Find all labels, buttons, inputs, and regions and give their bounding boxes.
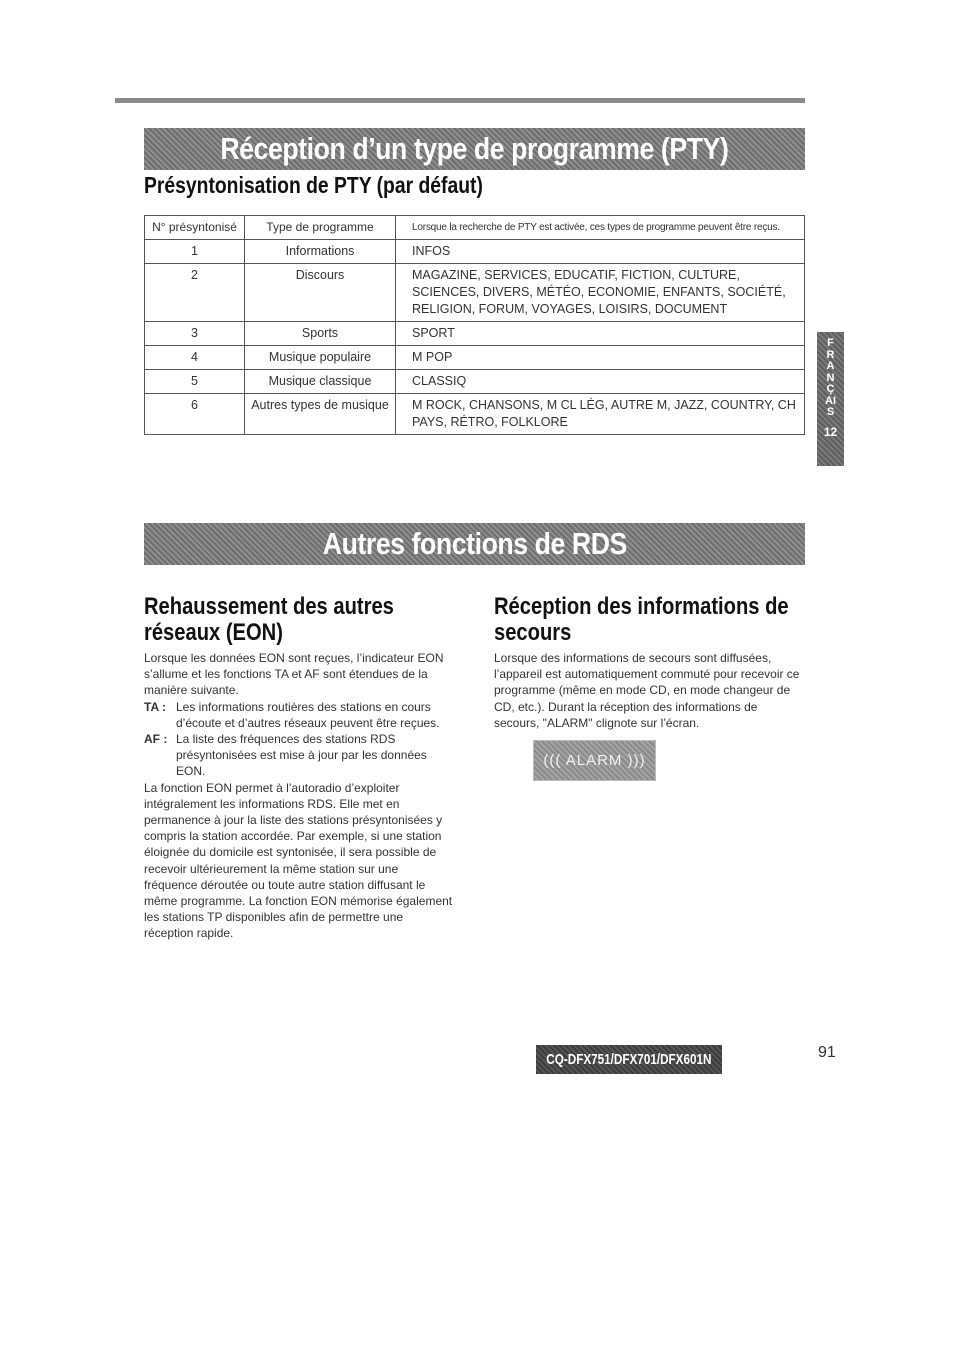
- af-definition: [144, 731, 454, 780]
- ta-term: TA :: [144, 699, 166, 714]
- table-row: [145, 240, 805, 264]
- table-row: [145, 346, 805, 370]
- emergency-heading-line: Réception des informations de: [494, 593, 789, 620]
- eon-heading: [144, 594, 394, 646]
- af-description: La liste des fréquences des stations RDS présyntonisées est mise à jour par les données EON.: [176, 732, 427, 779]
- model-number: CQ-DFX751/DFX701/DFX601N: [546, 1051, 712, 1068]
- emergency-body: Lorsque des informations de secours sont diffusées, l’appareil est automatiquement commuté pour recevoir ce programme (même en mode CD, en mode changeur de CD, etc.). Durant la réception des informations de secours, "ALARM" clignote sur l’écran.: [494, 651, 800, 730]
- emergency-text-column: [494, 650, 804, 731]
- table-cell: 3: [145, 322, 245, 346]
- eon-heading-line: Rehaussement des autres: [144, 593, 394, 620]
- pty-preset-heading: Présyntonisation de PTY (par défaut): [144, 172, 483, 198]
- section-banner-pty: [144, 128, 805, 170]
- table-cell: Discours: [245, 264, 396, 322]
- eon-heading-line: réseaux (EON): [144, 618, 283, 646]
- table-cell: M ROCK, CHANSONS, M CL LÉG, AUTRE M, JAZZ, COUNTRY, CH PAYS, RÉTRO, FOLKLORE: [396, 394, 805, 435]
- eon-text-column: [144, 650, 454, 942]
- table-cell: Autres types de musique: [245, 394, 396, 435]
- table-header-row: [145, 216, 805, 240]
- table-cell: Sports: [245, 322, 396, 346]
- table-cell: M POP: [396, 346, 805, 370]
- table-row: [145, 370, 805, 394]
- table-row: [145, 394, 805, 435]
- banner-title: Autres fonctions de RDS: [322, 526, 627, 561]
- language-label: FRANÇAIS: [825, 337, 836, 418]
- emergency-heading: [494, 594, 789, 646]
- table-row: [145, 322, 805, 346]
- ta-description: Les informations routières des stations en cours d’écoute et d’autres réseaux peuvent être reçues.: [176, 699, 440, 730]
- emergency-heading-line: secours: [494, 618, 572, 646]
- table-cell: 5: [145, 370, 245, 394]
- table-cell: CLASSIQ: [396, 370, 805, 394]
- table-header-cell: Type de programme: [245, 216, 396, 240]
- table-cell: 1: [145, 240, 245, 264]
- table-cell: MAGAZINE, SERVICES, EDUCATIF, FICTION, CULTURE, SCIENCES, DIVERS, MÉTÉO, ECONOMIE, ENFANTS, SOCIÉTÉ, RELIGION, FORUM, VOYAGES, LOISIRS, DOCUMENT: [396, 264, 805, 322]
- table-header-cell: N° présyntonisé: [145, 216, 245, 240]
- table-row: [145, 264, 805, 322]
- eon-intro: Lorsque les données EON sont reçues, l’indicateur EON s’allume et les fonctions TA et AF sont étendues de la manière suivante.: [144, 651, 444, 698]
- language-tab-number: 12: [823, 424, 838, 439]
- af-term: AF :: [144, 732, 168, 747]
- table-cell: INFOS: [396, 240, 805, 264]
- table-cell: Musique classique: [245, 370, 396, 394]
- ta-definition: [144, 699, 454, 731]
- table-header-cell: Lorsque la recherche de PTY est activée, ces types de programme peuvent être reçus.: [396, 216, 805, 240]
- banner-title: Réception d’un type de programme (PTY): [220, 131, 729, 166]
- pty-preset-table: [144, 215, 805, 435]
- alarm-display-text: ((( ALARM ))): [543, 752, 646, 769]
- table-cell: 2: [145, 264, 245, 322]
- section-banner-rds: [144, 523, 805, 565]
- table-cell: SPORT: [396, 322, 805, 346]
- table-cell: 6: [145, 394, 245, 435]
- table-cell: 4: [145, 346, 245, 370]
- table-cell: Informations: [245, 240, 396, 264]
- model-number-badge: [536, 1045, 722, 1074]
- language-side-tab: [817, 332, 844, 466]
- top-rule: [115, 98, 805, 103]
- eon-body: La fonction EON permet à l’autoradio d’exploiter intégralement les informations RDS. Elle met en permanence à jour la liste des stations présyntonisées y compris la station accordée. Par exemple, si une station éloignée du domicile est syntonisée, il sera possible de recevoir ultérieurement la même station sur une fréquence déroutée ou toute autre station diffusant le même programme. La fonction EON mémorise également les stations TP disponibles afin de permettre une réception rapide.: [144, 780, 453, 941]
- table-cell: Musique populaire: [245, 346, 396, 370]
- page-number: 91: [818, 1044, 836, 1061]
- alarm-display: [533, 740, 656, 781]
